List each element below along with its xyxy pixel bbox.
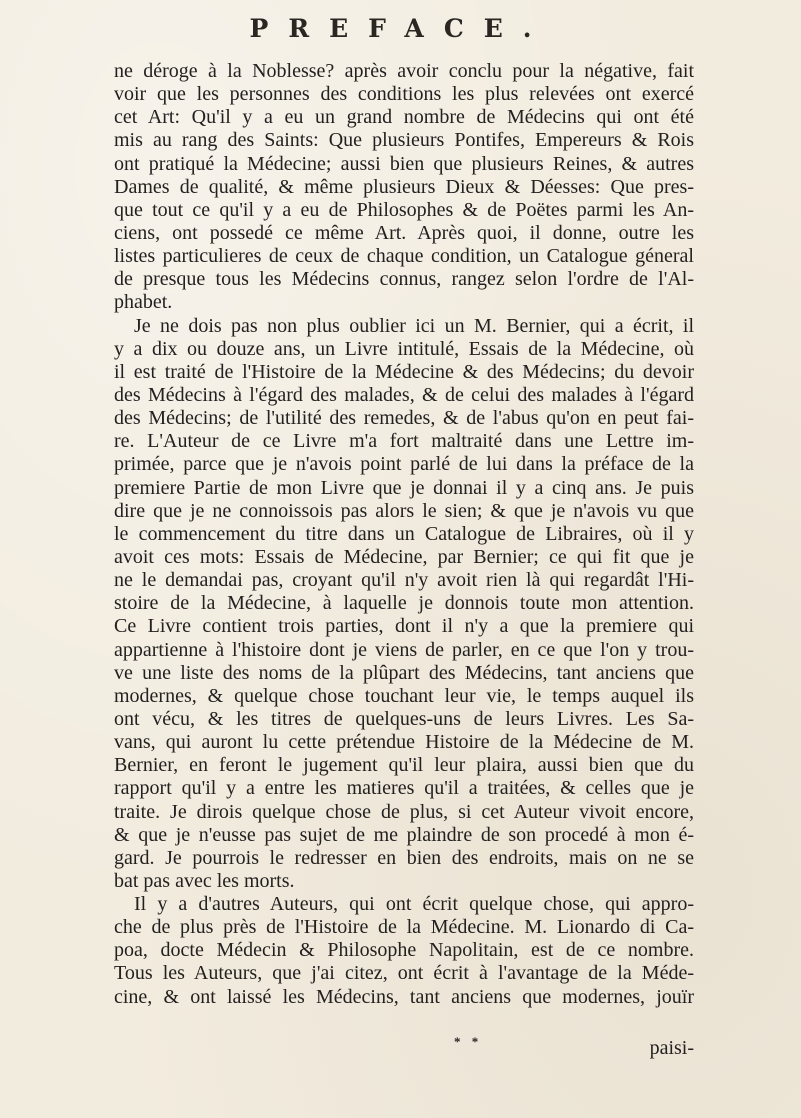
text-line: premiere Partie de mon Livre que je donnai il y a cinq ans. Je puis xyxy=(114,476,694,499)
text-line: re. L'Auteur de ce Livre m'a fort maltraité dans une Lettre im- xyxy=(114,430,694,453)
text-line: mis au rang des Saints: Que plusieurs Pontifes, Empereurs & Rois xyxy=(114,129,694,152)
text-line: Il y a d'autres Auteurs, qui ont écrit quelque chose, qui appro- xyxy=(134,893,694,916)
signature-mark: * * xyxy=(454,1034,483,1049)
text-line: Tous les Auteurs, que j'ai citez, ont écrit à l'avantage de la Méde- xyxy=(114,962,694,985)
text-line: que tout ce qu'il y a eu de Philosophes & de Poëtes parmi les An- xyxy=(114,198,694,221)
body-text xyxy=(114,60,694,1009)
text-line: cine, & ont laissé les Médecins, tant anciens que modernes, jouïr xyxy=(114,985,694,1008)
text-line: listes particulieres de ceux de chaque condition, un Catalogue géneral xyxy=(114,245,694,268)
text-line: Dames de qualité, & même plusieurs Dieux & Déesses: Que pres- xyxy=(114,175,694,198)
text-line: traite. Je dirois quelque chose de plus, si cet Auteur vivoit encore, xyxy=(114,800,694,823)
catchword: paisi- xyxy=(649,1037,694,1059)
text-line: bat pas avec les morts. xyxy=(114,869,295,892)
text-line: Je ne dois pas non plus oublier ici un M. Bernier, qui a écrit, il xyxy=(134,314,694,337)
text-line: des Médecins à l'égard des malades, & de celui des malades à l'égard xyxy=(114,383,694,406)
text-line: ne déroge à la Noblesse? après avoir conclu pour la négative, fait xyxy=(114,60,694,82)
text-line: appartienne à l'histoire dont je viens de parler, en ce que l'on y trou- xyxy=(114,638,694,661)
text-line: phabet. xyxy=(114,291,173,314)
text-line: vans, qui auront lu cette prétendue Histoire de la Médecine de M. xyxy=(114,731,694,754)
text-line: Bernier, en feront le jugement qu'il leur plaira, aussi bien que du xyxy=(114,754,694,777)
text-line: ont vécu, & les titres de quelques-uns de leurs Livres. Les Sa- xyxy=(114,707,694,730)
text-line: dire que je ne connoissois pas alors le sien; & que je n'avois vu que xyxy=(114,499,694,522)
text-line: ve une liste des noms de la plûpart des Médecins, tant anciens que xyxy=(114,661,694,684)
text-line: il est traité de l'Histoire de la Médecine & des Médecins; du devoir xyxy=(114,360,694,383)
text-line: des Médecins; de l'utilité des remedes, & de l'abus qu'on en peut fai- xyxy=(114,407,694,430)
text-line: de presque tous les Médecins connus, rangez selon l'ordre de l'Al- xyxy=(114,268,694,291)
text-line: y a dix ou douze ans, un Livre intitulé, Essais de la Médecine, où xyxy=(114,337,694,360)
text-line: stoire de la Médecine, à laquelle je donnois toute mon attention. xyxy=(114,592,694,615)
text-line: primée, parce que je n'avois point parlé de lui dans la préface de la xyxy=(114,453,694,476)
text-line: le commencement du titre dans un Catalogue de Libraires, où il y xyxy=(114,522,694,545)
text-line: Ce Livre contient trois parties, dont il n'y a que la premiere qui xyxy=(114,615,694,638)
text-line: modernes, & quelque chose touchant leur vie, le temps auquel ils xyxy=(114,684,694,707)
text-line: che de plus près de l'Histoire de la Médecine. M. Lionardo di Ca- xyxy=(114,916,694,939)
text-line: voir que les personnes des conditions les plus relevées ont exercé xyxy=(114,83,694,106)
text-line: gard. Je pourrois le redresser en bien des endroits, mais on ne se xyxy=(114,846,694,869)
text-line: ciens, ont possedé ce même Art. Après quoi, il donne, outre les xyxy=(114,221,694,244)
text-line: ont pratiqué la Médecine; aussi bien que plusieurs Reines, & autres xyxy=(114,152,694,175)
text-line: & que je n'eusse pas sujet de me plaindre de son procedé à mon é- xyxy=(114,823,694,846)
text-line: ne le demandai pas, croyant qu'il n'y avoit rien là qui regardât l'Hi- xyxy=(114,569,694,592)
text-line: poa, docte Médecin & Philosophe Napolitain, est de ce nombre. xyxy=(114,939,694,962)
text-line: avoit ces mots: Essais de Médecine, par Bernier; ce qui fit que je xyxy=(114,545,694,568)
text-line: cet Art: Qu'il y a eu un grand nombre de Médecins qui ont été xyxy=(114,106,694,129)
running-header: PREFACE. xyxy=(249,14,552,43)
text-line: rapport qu'il y a entre les matieres qu'il a traitées, & celles que je xyxy=(114,777,694,800)
